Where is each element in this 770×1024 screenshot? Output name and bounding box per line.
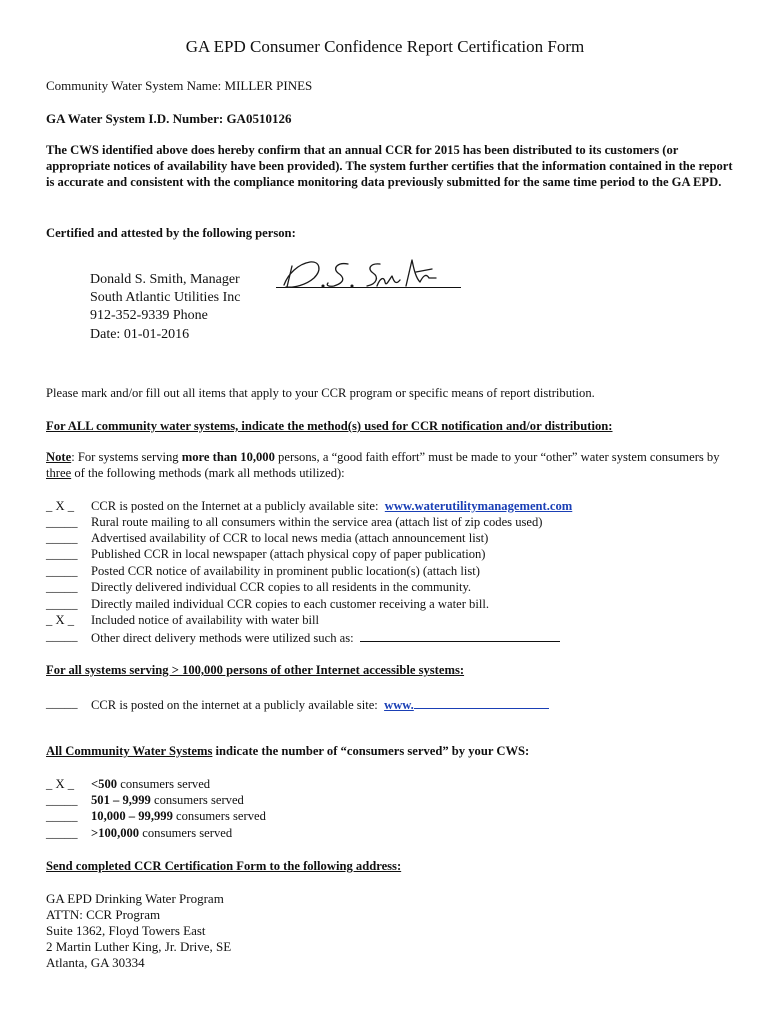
note-three: three [46, 466, 72, 480]
consumers-option-3 [91, 809, 266, 824]
address-line-3: Suite 1362, Floyd Towers East [46, 923, 206, 938]
method-mark-7[interactable]: _____ [46, 597, 78, 611]
method-item-7: Directly mailed individual CCR copies to each customer receiving a water bill. [91, 597, 489, 611]
large-item-link[interactable]: www. [384, 698, 414, 712]
method-mark-4[interactable]: _____ [46, 547, 78, 561]
method-mark-2[interactable]: _____ [46, 515, 78, 529]
certifier-company: South Atlantic Utilities Inc [90, 290, 241, 306]
send-heading: Send completed CCR Certification Form to the following address: [46, 859, 402, 873]
method-mark-6[interactable]: _____ [46, 580, 78, 594]
system-id-row [46, 111, 291, 127]
consumers-mark-1[interactable]: _ X _ [46, 777, 74, 791]
section-large-heading: For all systems serving > 100,000 persons of other Internet accessible systems: [46, 663, 465, 677]
large-mark[interactable]: _____ [46, 696, 78, 710]
section-all-heading: For ALL community water systems, indicate the method(s) used for CCR notification and/or distribution: [46, 419, 613, 433]
form-title: GA EPD Consumer Confidence Report Certification Form [185, 37, 585, 56]
method-item-4: Published CCR in local newspaper (attach physical copy of paper publication) [91, 547, 486, 561]
method-item-3: Advertised availability of CCR to local news media (attach announcement list) [91, 531, 489, 545]
consumers-suffix: consumers served [172, 809, 266, 823]
consumers-heading-underlined: All Community Water Systems [46, 744, 213, 758]
method-mark-1[interactable]: _ X _ [46, 499, 74, 513]
system-name-value: MILLER PINES [224, 78, 313, 93]
consumers-option-2 [91, 793, 244, 808]
consumers-range: 501 – 9,999 [91, 793, 151, 807]
method-mark-5[interactable]: _____ [46, 564, 78, 578]
system-id-label: GA Water System I.D. Number: [46, 111, 224, 126]
consumers-heading-rest: indicate the number of “consumers served” by your CWS: [212, 744, 530, 758]
large-item [91, 696, 549, 713]
method-website-link[interactable]: www.waterutilitymanagement.com [384, 499, 573, 513]
system-id-value: GA0510126 [226, 111, 292, 126]
method-item-2: Rural route mailing to all consumers within the service area (attach list of zip codes used) [91, 515, 543, 529]
consumers-range: <500 [91, 777, 118, 791]
consumers-option-4 [91, 826, 232, 841]
note-text-2: persons, a “good faith effort” must be made to your “other” water system consumers by [274, 450, 720, 464]
note-bold-threshold: more than 10,000 [181, 450, 275, 464]
note-text-3: of the following methods (mark all methods utilized): [71, 466, 345, 480]
method-mark-3[interactable]: _____ [46, 531, 78, 545]
address-line-4: 2 Martin Luther King, Jr. Drive, SE [46, 939, 232, 954]
certifier-name: Donald S. Smith, Manager [90, 272, 240, 287]
consumers-option-1 [91, 777, 210, 792]
large-item-text: CCR is posted on the internet at a publicly available site: [91, 698, 378, 712]
method-item-9 [91, 629, 560, 646]
note-text-1: : For systems serving [71, 450, 182, 464]
note-label: Note [46, 450, 72, 464]
consumers-suffix: consumers served [150, 793, 244, 807]
address-line-1: GA EPD Drinking Water Program [46, 891, 224, 906]
method-item-8: Included notice of availability with water bill [91, 613, 320, 627]
method-item-5: Posted CCR notice of availability in prominent public location(s) (attach list) [91, 564, 480, 578]
certifier-phone: 912-352-9339 Phone [90, 308, 208, 324]
consumers-suffix: consumers served [139, 826, 233, 840]
certifier-block [90, 271, 241, 344]
consumers-mark-4[interactable]: _____ [46, 826, 78, 840]
attested-label: Certified and attested by the following person: [46, 226, 296, 240]
address-line-5: Atlanta, GA 30334 [46, 955, 145, 970]
system-name-label: Community Water System Name: [46, 78, 222, 93]
method-item-1 [91, 499, 572, 514]
consumers-range: >100,000 [91, 826, 140, 840]
mailing-address [46, 891, 231, 971]
certifier-date: Date: 01-01-2016 [90, 326, 190, 342]
large-item-url-blank[interactable] [414, 696, 549, 709]
handwritten-signature [276, 254, 446, 294]
system-name-row [46, 78, 312, 94]
consumers-heading [46, 744, 529, 759]
address-line-2: ATTN: CCR Program [46, 907, 161, 922]
consumers-mark-3[interactable]: _____ [46, 809, 78, 823]
consumers-mark-2[interactable]: _____ [46, 793, 78, 807]
certification-paragraph: The CWS identified above does hereby confirm that an annual CCR for 2015 has been distributed to its customers (or appropriate notices of availability have been provided). The system further certifies that the information contained in the report is accurate and consistent with the compliance monitoring data previously submitted for the same time period to the GA EPD. [46, 143, 733, 189]
consumers-suffix: consumers served [117, 777, 211, 791]
method-mark-8[interactable]: _ X _ [46, 613, 74, 627]
consumers-range: 10,000 – 99,999 [91, 809, 173, 823]
method-item-6: Directly delivered individual CCR copies to all residents in the community. [91, 580, 472, 594]
other-methods-blank[interactable] [360, 629, 560, 642]
method-text: Other direct delivery methods were utilized such as: [91, 631, 354, 645]
note-paragraph [46, 449, 736, 481]
method-text: CCR is posted on the Internet at a publicly available site: [91, 499, 379, 513]
instructions-text: Please mark and/or fill out all items that apply to your CCR program or specific means of report distribution. [46, 386, 595, 400]
method-mark-9[interactable]: _____ [46, 629, 78, 643]
